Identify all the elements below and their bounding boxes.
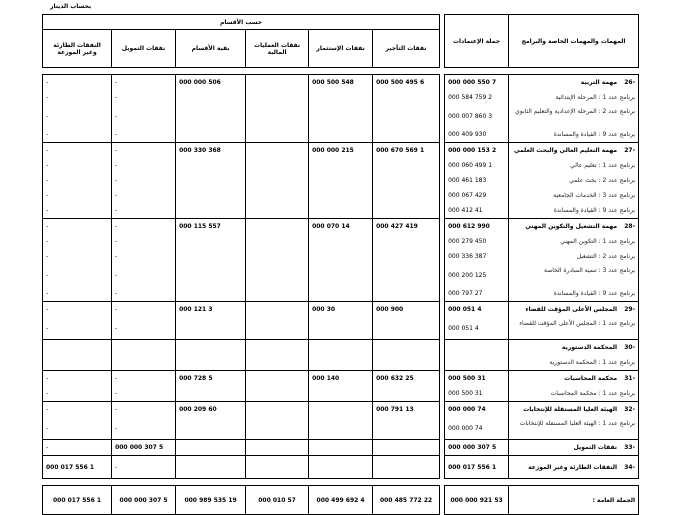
- dash-mark: -: [46, 113, 49, 120]
- mission-financial-ops: [246, 302, 309, 340]
- dash-mark: -: [46, 406, 49, 413]
- program-label: برنامج عدد 3 : الخدمات الجامعية: [553, 192, 636, 199]
- mission-operations: [309, 340, 373, 371]
- dash-mark: -: [46, 253, 49, 260]
- mission-total: 7 550 000 000: [448, 79, 497, 86]
- mission-title-cell: [509, 371, 639, 402]
- mission-title-cell: [509, 219, 639, 302]
- header-emergency: النفقات الطارئة وغير الموزعة: [43, 30, 112, 68]
- program-label: برنامج عدد 9 : القيادة والمساندة: [553, 290, 636, 297]
- operations-value: 548 500 000: [312, 79, 354, 86]
- mission-operations: [309, 302, 373, 340]
- dash-mark: -: [115, 253, 118, 260]
- mission-total: 4 051 000: [448, 306, 482, 313]
- dash-mark: -: [115, 306, 118, 313]
- mission-salaries: [373, 219, 440, 302]
- program-label: برنامج عدد 3 : تنمية المبادرة الخاصة: [544, 267, 636, 274]
- mission-remaining: [176, 219, 246, 302]
- mission-title-line: [512, 402, 635, 417]
- program-label: برنامج عدد 9 : القيادة والمساندة: [553, 131, 636, 138]
- salaries-value: 25 632 000: [376, 375, 414, 382]
- program-label: برنامج عدد 2 : المرحلة الإعدادية والتعليم الثانوي: [515, 108, 636, 115]
- grand-total-label: الجملة العامة :: [509, 486, 639, 515]
- mission-title-line: [512, 75, 635, 90]
- mission-total-cell: [445, 340, 509, 371]
- column-gap: [440, 340, 445, 371]
- mission-title-cell: [509, 402, 639, 440]
- column-gap: [440, 75, 445, 143]
- mission-title: المحكمة الدستورية: [561, 344, 618, 351]
- empty-cell: [246, 440, 309, 456]
- dash-mark: -: [115, 207, 118, 214]
- mission-salaries: [373, 302, 440, 340]
- mission-remaining: [176, 75, 246, 143]
- empty-cell: [176, 440, 246, 456]
- mission-total-cell: [445, 75, 509, 143]
- mission-emergency-dashes: [43, 371, 112, 402]
- operations-value: [312, 402, 369, 417]
- operations-value: 140 000: [312, 375, 340, 382]
- dash-mark: -: [46, 425, 49, 432]
- mission-financial-ops: [246, 143, 309, 219]
- dash-mark: [115, 340, 172, 355]
- program-total: [448, 355, 505, 370]
- mission-operations: [309, 75, 373, 143]
- mission-salaries: [373, 340, 440, 371]
- mission-title: محكمة المحاسبات: [564, 375, 618, 382]
- program-label: برنامج عدد 1 : تعليم عالي: [570, 162, 636, 169]
- mission-emergency-dashes: [43, 143, 112, 219]
- dash-mark: -: [46, 79, 49, 86]
- mission-financial-ops: [246, 219, 309, 302]
- salaries-value: 419 427 000: [376, 223, 418, 230]
- mission-title-cell: [509, 302, 639, 340]
- mission-block: [43, 371, 639, 402]
- mission-title: المجلس الأعلى المؤقت للقضاء: [525, 306, 618, 313]
- emergency-row-emergency: 1 556 017 000: [43, 456, 112, 479]
- program-total: 31 500 000: [448, 390, 483, 397]
- program-total: 4 051 000: [448, 325, 479, 332]
- mission-financing-dashes: [112, 302, 176, 340]
- mission-number: -30: [624, 344, 636, 351]
- salaries-value: 900 000: [376, 306, 404, 313]
- dash-mark: -: [115, 290, 118, 297]
- column-gap: [440, 219, 445, 302]
- empty-cell: [309, 440, 373, 456]
- salaries-value: 6 495 500 000: [376, 79, 425, 86]
- salaries-value: [376, 340, 436, 355]
- financing-row: [43, 440, 639, 456]
- column-gap: [440, 486, 445, 515]
- mission-block: [43, 75, 639, 143]
- mission-title-cell: [509, 340, 639, 371]
- financial-ops-value: [249, 371, 305, 386]
- emergency-row-financing: -: [112, 456, 176, 479]
- dash-mark: -: [46, 131, 49, 138]
- header-by-section: حسب الأقسام: [43, 15, 440, 30]
- header-missions: المهمات والمهمات الخاصة والبرامج: [509, 15, 639, 68]
- remaining-value: 506 000 000: [179, 79, 221, 86]
- dash-mark: -: [115, 375, 118, 382]
- dash-mark: [46, 340, 108, 355]
- mission-emergency-dashes: [43, 302, 112, 340]
- program-total: 930 409 000: [448, 131, 487, 138]
- dash-mark: -: [115, 147, 118, 154]
- mission-financing-dashes: [112, 75, 176, 143]
- mission-number: -27: [624, 147, 636, 154]
- mission-number: -31: [624, 375, 636, 382]
- budget-table: [42, 14, 638, 504]
- mission-salaries: [373, 75, 440, 143]
- financing-row-title: [509, 440, 639, 456]
- header-financial-ops: نفقات العمليات المالية: [246, 30, 309, 68]
- grand-total-remaining: 19 535 989 000: [176, 486, 246, 515]
- financing-row-total: 5 307 000 000: [445, 440, 509, 456]
- program-total: 183 461 000: [448, 177, 487, 184]
- dash-mark: -: [115, 192, 118, 199]
- mission-operations: [309, 402, 373, 440]
- mission-remaining: [176, 402, 246, 440]
- header-operations: نفقات الإستثمار: [309, 30, 373, 68]
- mission-financing-dashes: [112, 219, 176, 302]
- salaries-value: 1 569 670 000: [376, 147, 425, 154]
- operations-value: 14 070 000: [312, 223, 350, 230]
- remaining-value: 5 728 000: [179, 375, 213, 382]
- header-financing: نفقات التمويل: [112, 30, 176, 68]
- operations-value: [312, 340, 369, 355]
- empty-cell: [373, 440, 440, 456]
- mission-total: 990 612 000: [448, 223, 490, 230]
- column-gap: [440, 302, 445, 340]
- program-total: 2 759 584 000: [448, 94, 493, 101]
- mission-emergency-dashes: [43, 340, 112, 371]
- program-total: 387 336 000: [448, 253, 487, 260]
- operations-value: 30 000: [312, 306, 336, 313]
- dash-mark: -: [46, 94, 49, 101]
- grand-total-row: [43, 486, 639, 515]
- mission-title-cell: [509, 143, 639, 219]
- remaining-value: [179, 340, 242, 355]
- mission-total-cell: [445, 302, 509, 340]
- mission-number: -28: [624, 223, 636, 230]
- mission-operations: [309, 143, 373, 219]
- emergency-row-total: 1 556 017 000: [445, 456, 509, 479]
- mission-salaries: [373, 402, 440, 440]
- mission-total-cell: [445, 402, 509, 440]
- dash-mark: [46, 355, 108, 370]
- financial-ops-value: [249, 340, 305, 355]
- grand-total-operations: 4 692 499 000: [309, 486, 373, 515]
- mission-block: [43, 143, 639, 219]
- dash-mark: -: [115, 94, 118, 101]
- program-label: برنامج عدد 1 : المحكمة الدستورية: [549, 359, 636, 366]
- mission-total: 74 000 000: [448, 406, 486, 413]
- dash-mark: -: [46, 177, 49, 184]
- header-remaining: بقية الأقسام: [176, 30, 246, 68]
- dash-mark: -: [115, 131, 118, 138]
- program-total: 125 200 000: [448, 272, 487, 279]
- mission-total: [448, 340, 505, 355]
- mission-title: الهيئة العليا المستقلة للإنتخابات: [523, 406, 618, 413]
- mission-total: 31 500 000: [448, 375, 486, 382]
- column-gap: [440, 143, 445, 219]
- grand-total-financial-ops: 57 010 000: [246, 486, 309, 515]
- program-total: 27 797 000: [448, 290, 483, 297]
- remaining-value: 368 330 000: [179, 147, 221, 154]
- financial-ops-value: [249, 143, 305, 158]
- unit-label: بحساب الدينار: [50, 3, 92, 10]
- column-gap: [440, 440, 445, 456]
- financial-ops-value: [249, 75, 305, 90]
- mission-financing-dashes: [112, 340, 176, 371]
- dash-mark: -: [115, 223, 118, 230]
- header-total-credits: جملة الإعتمادات: [445, 15, 509, 68]
- financing-row-financing: 5 307 000 000: [112, 440, 176, 456]
- program-label: برنامج عدد 2 : بحث علمي: [569, 177, 636, 184]
- mission-financial-ops: [246, 75, 309, 143]
- program-label: برنامج عدد 1 : محكمة المحاسبات: [550, 390, 636, 397]
- mission-operations: [309, 219, 373, 302]
- mission-number: -32: [624, 406, 636, 413]
- mission-total: 2 153 000 000: [448, 147, 497, 154]
- dash-mark: -: [46, 375, 49, 382]
- financial-ops-value: [249, 219, 305, 234]
- program-label: برنامج عدد 1 : المجلس الأعلى المؤقت للقضاء: [519, 320, 636, 327]
- mission-title-line: [512, 219, 635, 234]
- mission-salaries: [373, 371, 440, 402]
- program-total: 1 499 060 000: [448, 162, 493, 169]
- empty-cell: [176, 456, 246, 479]
- mission-operations: [309, 371, 373, 402]
- mission-total-cell: [445, 219, 509, 302]
- dash-mark: -: [46, 207, 49, 214]
- dash-mark: -: [115, 162, 118, 169]
- mission-title-line: [512, 340, 635, 355]
- mission-title: مهمة التشغيل والتكوين المهني: [525, 223, 618, 230]
- mission-block: [43, 219, 639, 302]
- mission-number: -33: [624, 444, 636, 451]
- dash-mark: -: [46, 162, 49, 169]
- grand-total-emergency: 1 556 017 000: [43, 486, 112, 515]
- dash-mark: -: [46, 306, 49, 313]
- program-label: برنامج عدد 9 : القيادة والمساندة: [553, 207, 636, 214]
- mission-block: [43, 340, 639, 371]
- financial-ops-value: [249, 302, 305, 317]
- mission-number: -29: [624, 306, 636, 313]
- program-label: برنامج عدد 1 : الهيئة العليا المستقلة للإنتخابات: [519, 420, 636, 427]
- program-label: برنامج عدد 1 : المرحلة الإبتدائية: [555, 94, 636, 101]
- dash-mark: -: [115, 272, 118, 279]
- grand-total-financing: 5 307 000 000: [112, 486, 176, 515]
- dash-mark: -: [46, 272, 49, 279]
- mission-remaining: [176, 302, 246, 340]
- program-label: برنامج عدد 2 : التشغيل: [576, 253, 636, 260]
- mission-title-cell: [509, 75, 639, 143]
- mission-salaries: [373, 143, 440, 219]
- salaries-value: 13 791 000: [376, 406, 414, 413]
- mission-emergency-dashes: [43, 75, 112, 143]
- grand-total-value: 53 921 000 000: [445, 486, 509, 515]
- dash-mark: -: [115, 325, 118, 332]
- program-label: برنامج عدد 1 : التكوين المهني: [560, 238, 636, 245]
- mission-remaining: [176, 143, 246, 219]
- column-gap: [440, 456, 445, 479]
- mission-remaining: [176, 371, 246, 402]
- mission-title: مهمة التعليم العالي والبحث العلمي: [513, 147, 618, 154]
- dash-mark: -: [115, 177, 118, 184]
- mission-financing-dashes: [112, 371, 176, 402]
- dash-mark: -: [115, 113, 118, 120]
- operations-value: 215 000 000: [312, 147, 354, 154]
- dash-mark: -: [46, 390, 49, 397]
- column-gap: [440, 371, 445, 402]
- program-total: 429 067 000: [448, 192, 487, 199]
- mission-emergency-dashes: [43, 219, 112, 302]
- mission-financing-dashes: [112, 402, 176, 440]
- financing-row-emergency: -: [43, 440, 112, 456]
- dash-mark: -: [46, 325, 49, 332]
- mission-number: -26: [624, 79, 636, 86]
- row-title: النفقات الطارئة وغير الموزعة: [528, 463, 618, 471]
- program-total: 74 000 000: [448, 425, 483, 432]
- remaining-value: 60 209 000: [179, 406, 217, 413]
- dash-mark: -: [46, 238, 49, 245]
- dash-mark: -: [46, 147, 49, 154]
- grand-total-salaries: 22 772 485 000: [373, 486, 440, 515]
- program-total: 450 279 000: [448, 238, 487, 245]
- header-salaries: نفقات التأجير: [373, 30, 440, 68]
- empty-cell: [373, 456, 440, 479]
- dash-mark: -: [115, 238, 118, 245]
- mission-number: -34: [624, 463, 636, 471]
- mission-financial-ops: [246, 402, 309, 440]
- mission-financial-ops: [246, 371, 309, 402]
- dash-mark: -: [115, 79, 118, 86]
- dash-mark: -: [46, 223, 49, 230]
- dash-mark: -: [115, 425, 118, 432]
- dash-mark: -: [46, 192, 49, 199]
- remaining-value: 557 115 000: [179, 223, 221, 230]
- dash-mark: -: [115, 406, 118, 413]
- program-total: 3 860 007 000: [448, 113, 493, 120]
- mission-remaining: [176, 340, 246, 371]
- mission-block: [43, 402, 639, 440]
- mission-title: مهمة التربية: [580, 79, 618, 86]
- dash-mark: -: [46, 290, 49, 297]
- dash-mark: -: [115, 390, 118, 397]
- dash-mark: [115, 355, 172, 370]
- column-gap: [440, 402, 445, 440]
- empty-cell: [309, 456, 373, 479]
- mission-financial-ops: [246, 340, 309, 371]
- emergency-row: [43, 456, 639, 479]
- mission-block: [43, 302, 639, 340]
- mission-total-cell: [445, 143, 509, 219]
- financial-ops-value: [249, 402, 305, 417]
- emergency-row-title: [509, 456, 639, 479]
- mission-financing-dashes: [112, 143, 176, 219]
- row-title: نفقات التمويل: [573, 444, 618, 451]
- mission-emergency-dashes: [43, 402, 112, 440]
- mission-total-cell: [445, 371, 509, 402]
- mission-title-line: [512, 371, 635, 386]
- remaining-value: 3 121 000: [179, 306, 213, 313]
- mission-title-line: [512, 143, 635, 158]
- column-gap: [440, 15, 445, 68]
- program-total: 41 412 000: [448, 207, 483, 214]
- mission-title-line: [512, 302, 635, 317]
- empty-cell: [246, 456, 309, 479]
